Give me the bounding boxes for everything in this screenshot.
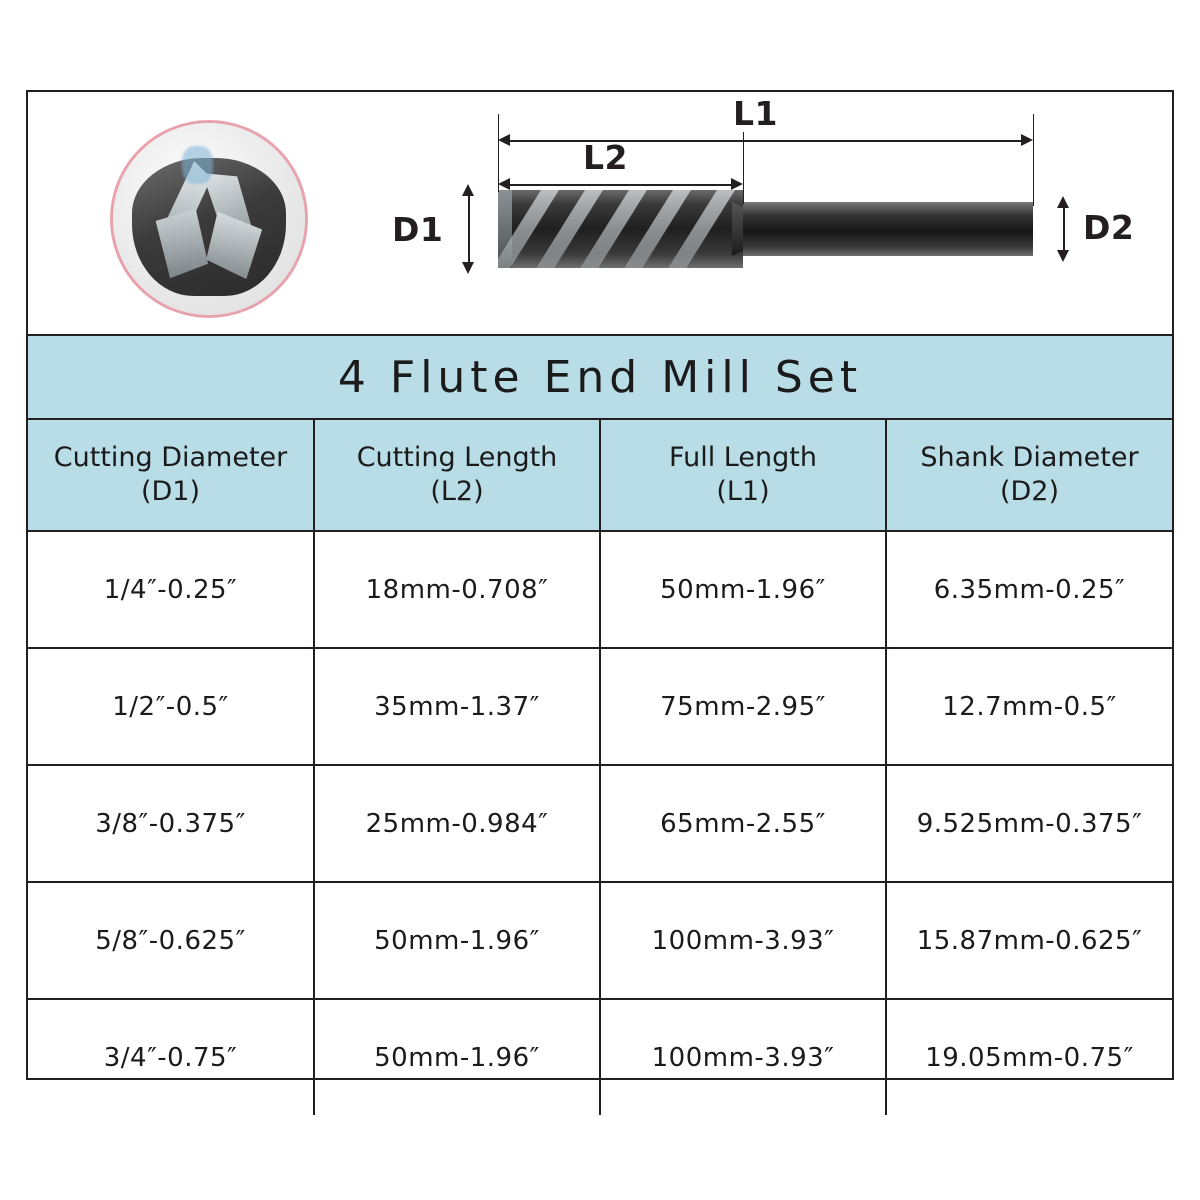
cell-cutting-diameter: 3/4″-0.75″ (28, 999, 314, 1115)
label-l2: L2 (583, 138, 628, 177)
label-d1: D1 (392, 210, 444, 249)
extension-line (1033, 114, 1034, 206)
cell-cutting-diameter: 3/8″-0.375″ (28, 765, 314, 882)
header-line-top: Cutting Diameter (53, 442, 288, 474)
cell-shank-diameter: 15.87mm-0.625″ (886, 882, 1172, 999)
specification-table (28, 420, 1172, 1115)
extension-line (743, 132, 744, 204)
arrow-head (1057, 250, 1069, 262)
header-line-bottom: (L1) (716, 476, 770, 507)
cell-cutting-length: 50mm-1.96″ (314, 882, 600, 999)
table-row (28, 648, 1172, 765)
arrow-head (462, 262, 474, 274)
arrow-head (1021, 134, 1033, 146)
header-line-bottom: (L2) (430, 476, 484, 507)
cell-cutting-diameter: 1/4″-0.25″ (28, 531, 314, 648)
shank-section (743, 202, 1033, 256)
table-row (28, 531, 1172, 648)
cell-cutting-length: 25mm-0.984″ (314, 765, 600, 882)
cutting-section (498, 190, 743, 268)
cell-cutting-length: 35mm-1.37″ (314, 648, 600, 765)
column-header-cutting-diameter (28, 420, 314, 531)
cell-full-length: 50mm-1.96″ (600, 531, 886, 648)
cell-full-length: 65mm-2.55″ (600, 765, 886, 882)
table-title-bar (28, 336, 1172, 420)
cell-shank-diameter: 12.7mm-0.5″ (886, 648, 1172, 765)
column-header-full-length (600, 420, 886, 531)
column-header-shank-diameter (886, 420, 1172, 531)
dimension-line-d1 (468, 192, 470, 268)
cell-cutting-diameter: 5/8″-0.625″ (28, 882, 314, 999)
cell-full-length: 100mm-3.93″ (600, 999, 886, 1115)
table-header-row (28, 420, 1172, 531)
cell-cutting-length: 18mm-0.708″ (314, 531, 600, 648)
arrow-head (1057, 196, 1069, 208)
label-d2: D2 (1083, 208, 1135, 247)
dimension-line-l2 (504, 184, 738, 186)
cell-full-length: 100mm-3.93″ (600, 882, 886, 999)
header-line-bottom: (D1) (140, 476, 201, 507)
dimension-line-d2 (1063, 204, 1065, 256)
column-header-cutting-length (314, 420, 600, 531)
cell-shank-diameter: 19.05mm-0.75″ (925, 1042, 1134, 1073)
arrow-head (498, 178, 510, 190)
photo-highlight (182, 146, 213, 184)
arrow-head (462, 184, 474, 196)
cell-full-length: 75mm-2.95″ (600, 648, 886, 765)
arrow-head (731, 178, 743, 190)
header-line-top: Shank Diameter (920, 442, 1139, 474)
cell-shank-diameter: 6.35mm-0.25″ (886, 531, 1172, 648)
label-l1: L1 (733, 94, 778, 133)
cell-shank-diameter: 9.525mm-0.375″ (886, 765, 1172, 882)
cell-cutting-length: 50mm-1.96″ (314, 999, 600, 1115)
end-mill-photo (110, 120, 308, 318)
spec-sheet (26, 90, 1174, 1080)
arrow-head (498, 134, 510, 146)
header-line-top: Cutting Length (356, 442, 558, 474)
technical-drawing (358, 92, 1172, 334)
table-row (28, 765, 1172, 882)
header-line-bottom: (D2) (999, 476, 1060, 507)
table-row (28, 999, 1172, 1115)
header-line-top: Full Length (669, 442, 817, 474)
table-row (28, 882, 1172, 999)
product-diagram (28, 92, 1172, 336)
cell-cutting-diameter: 1/2″-0.5″ (28, 648, 314, 765)
page-title: 4 Flute End Mill Set (337, 351, 863, 403)
